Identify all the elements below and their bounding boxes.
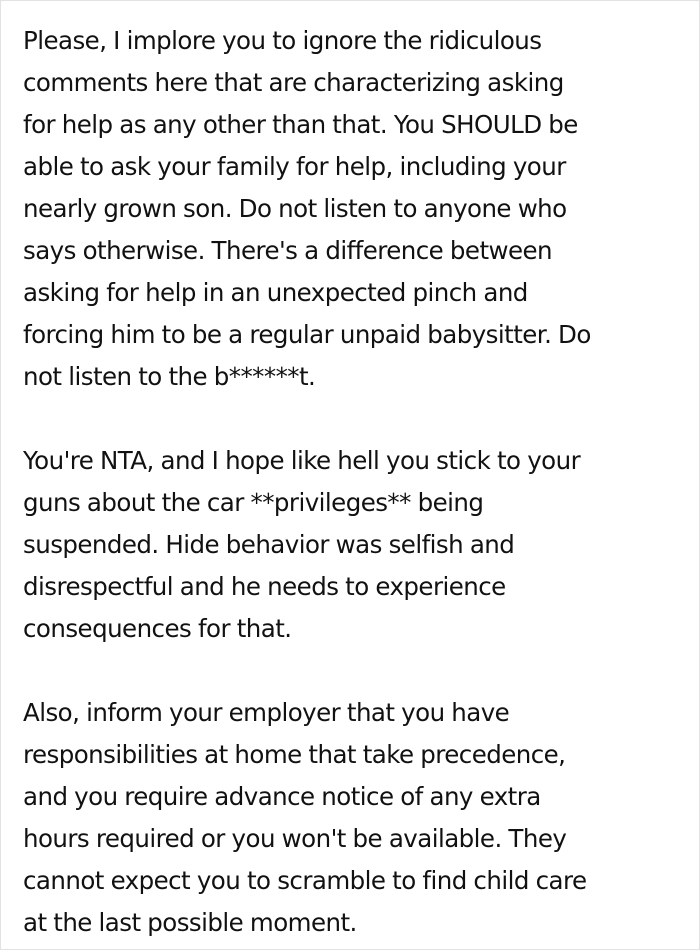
paragraph-1: [23, 20, 693, 398]
text-line: for help as any other than that. You SHOULD be: [23, 110, 578, 139]
text-line: and you require advance notice of any extra: [23, 782, 541, 811]
text-line: asking for help in an unexpected pinch and: [23, 278, 528, 307]
text-line: hours required or you won't be available. They: [23, 824, 567, 853]
paragraph-2: [23, 440, 693, 650]
text-line: Also, inform your employer that you have: [23, 698, 510, 727]
text-line: Please, I implore you to ignore the ridiculous: [23, 26, 542, 55]
comment-body: [23, 20, 693, 944]
text-line: not listen to the b******t.: [23, 362, 316, 391]
text-line: at the last possible moment.: [23, 908, 357, 937]
text-line: says otherwise. There's a difference between: [23, 236, 553, 265]
text-line: forcing him to be a regular unpaid babysitter. Do: [23, 320, 591, 349]
text-line: consequences for that.: [23, 614, 292, 643]
text-line: disrespectful and he needs to experience: [23, 572, 506, 601]
text-line: You're NTA, and I hope like hell you stick to your: [23, 446, 581, 475]
text-line: able to ask your family for help, including your: [23, 152, 566, 181]
text-line: cannot expect you to scramble to find child care: [23, 866, 587, 895]
text-line: nearly grown son. Do not listen to anyone who: [23, 194, 567, 223]
text-line: responsibilities at home that take precedence,: [23, 740, 566, 769]
text-line: suspended. Hide behavior was selfish and: [23, 530, 515, 559]
paragraph-3: [23, 692, 693, 944]
text-line: comments here that are characterizing asking: [23, 68, 564, 97]
text-line: guns about the car **privileges** being: [23, 488, 484, 517]
